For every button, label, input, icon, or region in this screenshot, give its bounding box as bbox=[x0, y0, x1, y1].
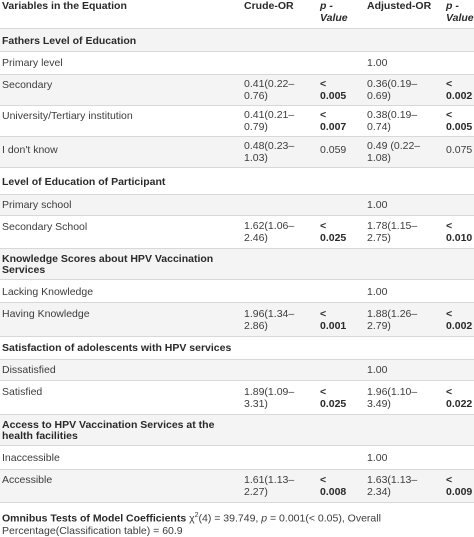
section-title: Access to HPV Vaccination Services at the bbox=[2, 419, 215, 431]
header-p-value-1-cont: Value bbox=[320, 12, 348, 24]
section-title: Level of Education of Participant bbox=[2, 176, 166, 188]
row-label: Dissatisfied bbox=[2, 364, 56, 376]
table-row bbox=[0, 303, 474, 337]
adjusted-or-value: 0.36(0.19– bbox=[367, 78, 418, 90]
p-value-2: < bbox=[446, 474, 453, 486]
section-title-row bbox=[0, 249, 474, 280]
row-label: Accessible bbox=[2, 474, 53, 486]
adjusted-or-value: 1.00 bbox=[367, 364, 388, 376]
p-value-2-cont: 0.010 bbox=[446, 232, 473, 244]
section-title-row bbox=[0, 29, 474, 52]
section-title-cont: Services bbox=[2, 264, 46, 276]
p-value-2-cont: 0.022 bbox=[446, 398, 473, 410]
footnote-text-1: (4) = 39.749, bbox=[198, 512, 262, 525]
p-value-1: < bbox=[320, 308, 327, 320]
row-label: Primary level bbox=[2, 57, 63, 69]
table-row bbox=[0, 137, 474, 168]
crude-or-value: 1.96(1.34– bbox=[244, 308, 295, 320]
adjusted-or-value-cont: 0.69) bbox=[367, 90, 391, 102]
adjusted-or-value: 1.63(1.13– bbox=[367, 474, 418, 486]
p-value-1-cont: 0.025 bbox=[320, 398, 347, 410]
footnote-text-2: = 0.001(< 0.05), Overall bbox=[267, 512, 381, 525]
crude-or-value-cont: 1.03) bbox=[244, 152, 268, 164]
p-value-1: < bbox=[320, 386, 327, 398]
crude-or-value: 1.62(1.06– bbox=[244, 220, 295, 232]
crude-or-value: 0.41(0.21– bbox=[244, 109, 295, 121]
crude-or-value: 0.41(0.22– bbox=[244, 78, 295, 90]
row-label: I don't know bbox=[2, 144, 58, 156]
section-title: Fathers Level of Education bbox=[2, 35, 137, 47]
crude-or-value-cont: 2.27) bbox=[244, 486, 268, 498]
p-value-2: < bbox=[446, 220, 453, 232]
adjusted-or-value: 1.00 bbox=[367, 452, 388, 464]
p-value-1-cont: 0.007 bbox=[320, 121, 347, 133]
crude-or-value-cont: 2.86) bbox=[244, 320, 268, 332]
header-p-value-2: p - bbox=[446, 0, 459, 12]
p-value-2-cont: 0.002 bbox=[446, 90, 473, 102]
adjusted-or-value: 1.00 bbox=[367, 57, 388, 69]
adjusted-or-value: 1.88(1.26– bbox=[367, 308, 418, 320]
adjusted-or-value-cont: 2.34) bbox=[367, 486, 391, 498]
crude-or-value-cont: 0.79) bbox=[244, 121, 268, 133]
header-adjusted-or: Adjusted-OR bbox=[367, 0, 432, 12]
section-title: Satisfaction of adolescents with HPV services bbox=[2, 342, 232, 354]
crude-or-value: 1.89(1.09– bbox=[244, 386, 295, 398]
crude-or-value: 0.48(0.23– bbox=[244, 140, 295, 152]
p-value-1: < bbox=[320, 474, 327, 486]
adjusted-or-value: 1.00 bbox=[367, 286, 388, 298]
row-label: Secondary School bbox=[2, 221, 88, 233]
crude-or-value-cont: 3.31) bbox=[244, 398, 268, 410]
p-value-2: < bbox=[446, 78, 453, 90]
section-title-row bbox=[0, 415, 474, 446]
section-title-row bbox=[0, 168, 474, 195]
p-value-2: < bbox=[446, 308, 453, 320]
adjusted-or-value: 1.96(1.10– bbox=[367, 386, 418, 398]
section-title: Knowledge Scores about HPV Vaccination bbox=[2, 253, 214, 265]
row-label: Inaccessible bbox=[2, 452, 60, 464]
p-value-2: < bbox=[446, 386, 453, 398]
p-value-1: < bbox=[320, 78, 327, 90]
row-label: Primary school bbox=[2, 199, 72, 211]
table-row bbox=[0, 470, 474, 503]
table-row bbox=[0, 52, 474, 75]
header-variables: Variables in the Equation bbox=[2, 0, 127, 12]
table-row bbox=[0, 195, 474, 216]
table-row bbox=[0, 280, 474, 303]
chi-symbol: χ bbox=[189, 512, 195, 525]
header-p-value-1: p - bbox=[320, 0, 333, 12]
row-label: Secondary bbox=[2, 79, 53, 91]
adjusted-or-value: 0.49 (0.22– bbox=[367, 140, 421, 152]
adjusted-or-value: 1.00 bbox=[367, 199, 388, 211]
header-p-value-2-cont: Value bbox=[446, 12, 474, 24]
footnote-line-2: Percentage(Classification table) = 60.9 bbox=[2, 524, 183, 537]
table-header bbox=[0, 0, 474, 29]
p-value-2: < bbox=[446, 109, 453, 121]
p-value-2-cont: 0.002 bbox=[446, 320, 473, 332]
table-row bbox=[0, 75, 474, 106]
p-value-2-cont: 0.005 bbox=[446, 121, 473, 133]
table-row bbox=[0, 446, 474, 470]
crude-or-value: 1.61(1.13– bbox=[244, 474, 295, 486]
adjusted-or-value-cont: 1.08) bbox=[367, 152, 391, 164]
chi-superscript: 2 bbox=[194, 512, 199, 519]
section-title-row bbox=[0, 337, 474, 360]
section-title-cont: health facilities bbox=[2, 430, 78, 442]
adjusted-or-value: 0.38(0.19– bbox=[367, 109, 418, 121]
crude-or-value-cont: 0.76) bbox=[244, 90, 268, 102]
p-value-1-cont: 0.025 bbox=[320, 232, 347, 244]
p-value-2-cont: 0.009 bbox=[446, 486, 473, 498]
table-row bbox=[0, 216, 474, 249]
crude-or-value-cont: 2.46) bbox=[244, 232, 268, 244]
table-row bbox=[0, 381, 474, 415]
p-value-1-cont: 0.001 bbox=[320, 320, 347, 332]
p-value-1-cont: 0.005 bbox=[320, 90, 347, 102]
row-label: Satisfied bbox=[2, 386, 43, 398]
p-value-2: 0.075 bbox=[446, 144, 473, 156]
row-label: Having Knowledge bbox=[2, 308, 90, 320]
p-value-1: 0.059 bbox=[320, 144, 347, 156]
adjusted-or-value-cont: 3.49) bbox=[367, 398, 391, 410]
footnote-title: Omnibus Tests of Model Coefficients bbox=[2, 512, 187, 525]
footnote-p: p bbox=[261, 512, 268, 525]
p-value-1: < bbox=[320, 220, 327, 232]
adjusted-or-value-cont: 2.79) bbox=[367, 320, 391, 332]
p-value-1-cont: 0.008 bbox=[320, 486, 347, 498]
adjusted-or-value-cont: 0.74) bbox=[367, 121, 391, 133]
adjusted-or-value-cont: 2.75) bbox=[367, 232, 391, 244]
row-label: Lacking Knowledge bbox=[2, 286, 94, 298]
row-label: University/Tertiary institution bbox=[2, 110, 133, 122]
adjusted-or-value: 1.78(1.15– bbox=[367, 220, 418, 232]
p-value-1: < bbox=[320, 109, 327, 121]
table-row bbox=[0, 106, 474, 137]
table-row bbox=[0, 360, 474, 381]
header-crude-or: Crude-OR bbox=[244, 0, 294, 12]
